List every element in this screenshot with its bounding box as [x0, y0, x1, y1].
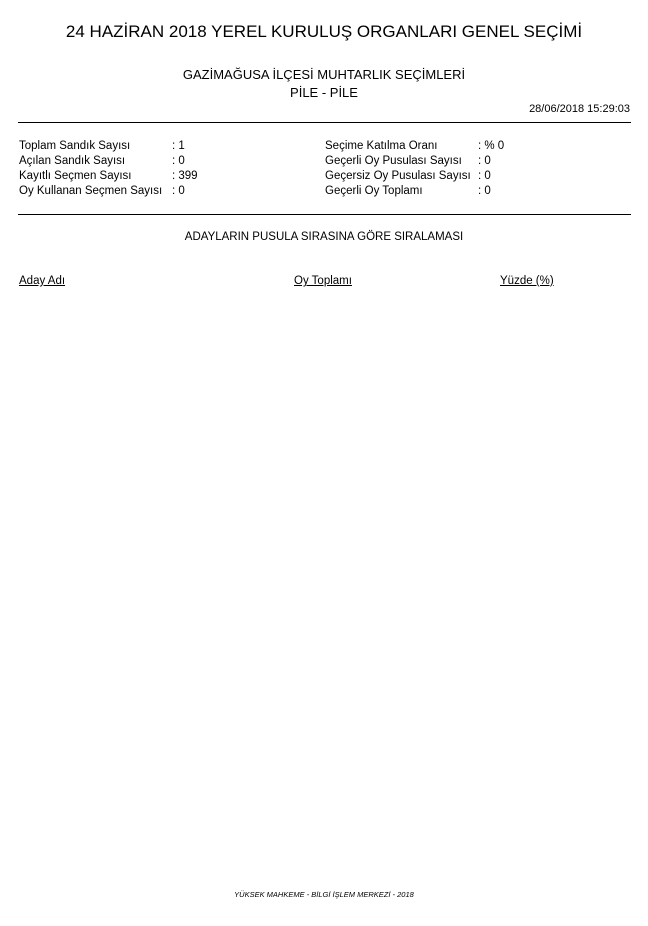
stat-label-valid-vote-total: Geçerli Oy Toplamı: [325, 185, 423, 197]
top-divider: [18, 122, 631, 123]
stat-label-opened-boxes: Açılan Sandık Sayısı: [19, 155, 126, 167]
stat-value-invalid-ballots: : 0: [478, 170, 491, 182]
column-header-percent: Yüzde (%): [500, 275, 554, 287]
report-timestamp: 28/06/2018 15:29:03: [529, 103, 630, 115]
stat-value-valid-vote-total: : 0: [478, 185, 491, 197]
stat-value-registered-voters: : 399: [172, 170, 198, 182]
section-title: ADAYLARIN PUSULA SIRASINA GÖRE SIRALAMASI: [184, 231, 464, 243]
column-header-candidate-name: Aday Adı: [19, 275, 66, 287]
stat-label-turnout-rate: Seçime Katılma Oranı: [325, 140, 438, 152]
stat-value-turnout-rate: : % 0: [478, 140, 505, 152]
stat-label-voters-voted: Oy Kullanan Seçmen Sayısı: [19, 185, 163, 197]
bottom-divider: [18, 214, 631, 215]
stat-value-opened-boxes: : 0: [172, 155, 185, 167]
report-subtitle: GAZİMAĞUSA İLÇESİ MUHTARLIK SEÇİMLERİ: [182, 67, 466, 82]
stat-label-registered-voters: Kayıtlı Seçmen Sayısı: [19, 170, 132, 182]
stat-value-valid-ballots: : 0: [478, 155, 491, 167]
stat-value-voters-voted: : 0: [172, 185, 185, 197]
stat-label-valid-ballots: Geçerli Oy Pusulası Sayısı: [325, 155, 462, 167]
stat-label-invalid-ballots: Geçersiz Oy Pusulası Sayısı: [325, 170, 471, 182]
report-title: 24 HAZİRAN 2018 YEREL KURULUŞ ORGANLARI GENEL SEÇİMİ: [65, 22, 583, 41]
report-location: PİLE - PİLE: [290, 85, 358, 100]
stat-label-total-boxes: Toplam Sandık Sayısı: [19, 140, 131, 152]
stat-value-total-boxes: : 1: [172, 140, 185, 152]
page-footer: YÜKSEK MAHKEME - BİLGİ İŞLEM MERKEZİ - 2018: [234, 890, 414, 899]
column-header-vote-total: Oy Toplamı: [294, 275, 352, 287]
